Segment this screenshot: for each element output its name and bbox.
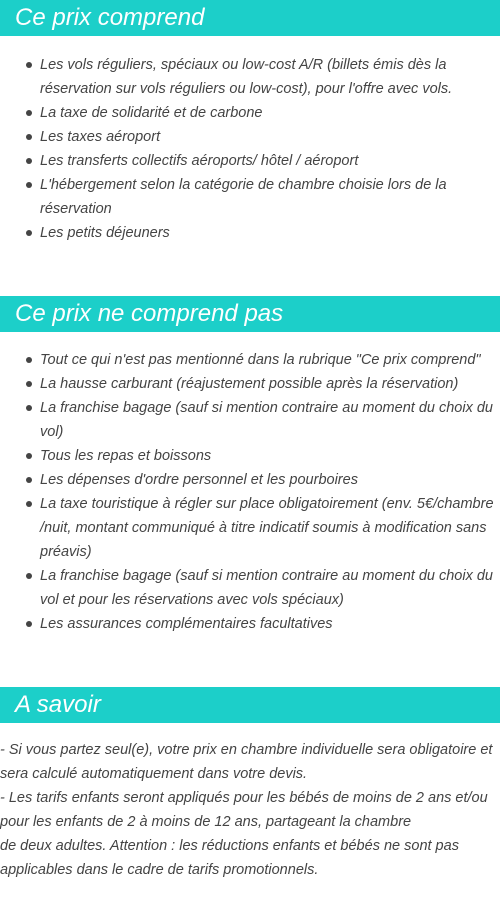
list-item: La franchise bagage (sauf si mention contraire au moment du choix du vol) xyxy=(40,396,500,444)
section-title-excluded: Ce prix ne comprend pas xyxy=(0,296,500,332)
savoir-line: - Les tarifs enfants seront appliqués pour les bébés de moins de 2 ans et/ou pour les enfants de 2 à moins de 12 ans, partageant la chambre xyxy=(0,790,488,830)
list-item: La taxe touristique à régler sur place obligatoirement (env. 5€/chambre /nuit, montant communiqué à titre indicatif soumis à modification sans préavis) xyxy=(40,492,500,564)
list-item: Les vols réguliers, spéciaux ou low-cost A/R (billets émis dès la réservation sur vols réguliers ou low-cost), pour l'offre avec vols. xyxy=(40,53,500,101)
list-item: Les assurances complémentaires facultatives xyxy=(40,612,500,636)
savoir-text xyxy=(0,738,500,882)
section-title-savoir: A savoir xyxy=(0,687,500,723)
excluded-list xyxy=(0,348,500,636)
section-title-included: Ce prix comprend xyxy=(0,0,500,36)
list-item: Tous les repas et boissons xyxy=(40,444,500,468)
list-item: Les petits déjeuners xyxy=(40,221,500,245)
list-item: Les transferts collectifs aéroports/ hôtel / aéroport xyxy=(40,149,500,173)
list-item: Tout ce qui n'est pas mentionné dans la rubrique "Ce prix comprend" xyxy=(40,348,500,372)
savoir-line: - Si vous partez seul(e), votre prix en chambre individuelle sera obligatoire et sera calculé automatiquement dans votre devis. xyxy=(0,742,493,782)
list-item: Les taxes aéroport xyxy=(40,125,500,149)
savoir-line: de deux adultes. Attention : les réductions enfants et bébés ne sont pas applicables dans le cadre de tarifs promotionnels. xyxy=(0,838,459,878)
list-item: La taxe de solidarité et de carbone xyxy=(40,101,500,125)
included-list xyxy=(0,53,500,245)
list-item: La franchise bagage (sauf si mention contraire au moment du choix du vol et pour les réservations avec vols spéciaux) xyxy=(40,564,500,612)
list-item: L'hébergement selon la catégorie de chambre choisie lors de la réservation xyxy=(40,173,500,221)
list-item: La hausse carburant (réajustement possible après la réservation) xyxy=(40,372,500,396)
list-item: Les dépenses d'ordre personnel et les pourboires xyxy=(40,468,500,492)
